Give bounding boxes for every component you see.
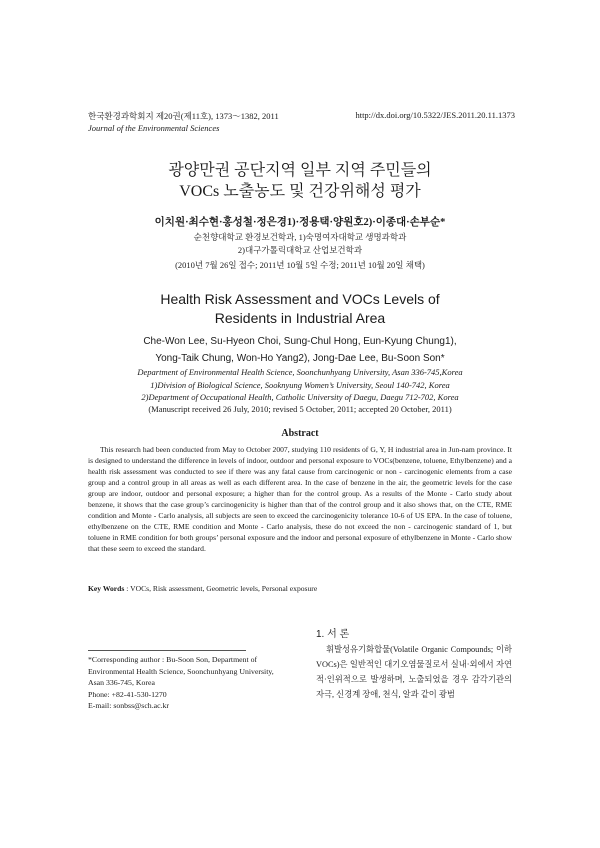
- footnote-email[interactable]: E-mail: sonbss@sch.ac.kr: [88, 701, 170, 710]
- abstract-heading: Abstract: [281, 428, 319, 439]
- affiliation-korean-line1: 순천향대학교 환경보건학과, 1)숙명여자대학교 생명과학과: [193, 232, 407, 242]
- dates-korean: (2010년 7월 26일 접수; 2011년 10월 5일 수정; 2011년 10월 20일 채택): [175, 260, 425, 270]
- footnote-divider: [88, 650, 246, 651]
- footnote-author: *Corresponding author : Bu-Soon Son, Department of Environmental Health Science, Soonchunhyang University, Asan 336-745, Korea: [88, 655, 274, 687]
- running-header-left: [88, 110, 279, 134]
- affiliation-english: [88, 366, 512, 404]
- title-korean-line2: VOCs 노출농도 및 건강위해성 평가: [179, 183, 421, 200]
- journal-name-korean: 한국환경과학회지 제20권(제11호), 1373～1382, 2011: [88, 111, 279, 121]
- affiliation-korean-line2: 2)대구가톨릭대학교 산업보건학과: [237, 245, 363, 255]
- affiliation-korean: [88, 231, 512, 257]
- title-korean-line1: 광양만권 공단지역 일부 지역 주민들의: [168, 162, 432, 179]
- authors-english-line2: Yong-Taik Chung, Won-Ho Yang2), Jong-Dae Lee, Bu-Soon Son*: [155, 353, 445, 364]
- doi-link[interactable]: http://dx.doi.org/10.5322/JES.2011.20.11.1373: [355, 110, 515, 120]
- journal-name-english: Journal of the Environmental Sciences: [88, 123, 220, 133]
- authors-english: [88, 333, 512, 367]
- keywords-text: : VOCs, Risk assessment, Geometric levels, Personal exposure: [124, 584, 318, 593]
- affiliation-english-line2: 1)Division of Biological Science, Sooknyung Women’s University, Seoul 140-742, Korea: [150, 379, 450, 390]
- corresponding-author-footnote: [88, 654, 283, 712]
- authors-english-line1: Che-Won Lee, Su-Hyeon Choi, Sung-Chul Hong, Eun-Kyung Chung1),: [143, 336, 457, 347]
- introduction-text: 휘발성유기화합물(Volatile Organic Compounds; 이하 VOCs)은 일반적인 대기오염물질로서 실내·외에서 자연적·인위적으로 발생하며, 노출되었을 경우 감각기관의 자극, 신경계 장애, 천식, 알과 같이 광범: [316, 645, 512, 699]
- title-english-line1: Health Risk Assessment and VOCs Levels of: [160, 291, 440, 307]
- footnote-phone: Phone: +82-41-530-1270: [88, 689, 167, 699]
- affiliation-english-line1: Department of Environmental Health Science, Soonchunhyang University, Asan 336-745,Korea: [137, 367, 463, 377]
- authors-korean: 이치원·최수현·홍성철·정은경1)·정용택·양원호2)·이종대·손부순*: [154, 217, 446, 228]
- keywords-label: Key Words: [88, 584, 125, 593]
- dates-english: (Manuscript received 26 July, 2010; revised 5 October, 2011; accepted 20 October, 2011): [148, 404, 452, 414]
- section-heading-introduction: 1. 서 론: [316, 629, 350, 640]
- keywords: [88, 584, 512, 593]
- abstract-text: This research had been conducted from May to October 2007, studying 110 residents of G, Y, H industrial area in Jun-nam province. It is designed to understand the difference in levels of indoor, outdoor and personal exposure to VOCs(benzene, toluene, Ethylbenzene) and a health risk assessment was conducted to see if there was any fatal cause from carcinogenic or non - carcinogenic elements from a case group and a control group in all areas as well as each different area. In the case of benzene in the air, the geometric levels for the case group are indoor, outdoor and personal exposure; a higher than for the control group. As a results of the Monte - Carlo study about benzene, it shows that the case group’s carcinogenicity is higher than that of the control group and it also shows that, on the CTE, RME condition and Monte - Carlo analysis, all subjects are seen to exceed the carcinogenicity tolerance 10-6 of US EPA. In the case of toluene, ethylbenzene on the CTE, RME condition and Monte - Carlo analysis, these do not exceed the non - carcinogenic standard of 1, but toluene in RME condition for both groups’ personal exposure and the indoor and personal exposure of ethylbenzene in Monte - Carlo show that these seem to exceed the standard.: [88, 445, 512, 553]
- affiliation-english-line3: 2)Department of Occupational Health, Catholic University of Daegu, Daegu 712-702, Korea: [141, 392, 459, 402]
- title-english-line2: Residents in Industrial Area: [214, 310, 386, 326]
- title-korean: [88, 160, 512, 202]
- title-english: [88, 290, 512, 328]
